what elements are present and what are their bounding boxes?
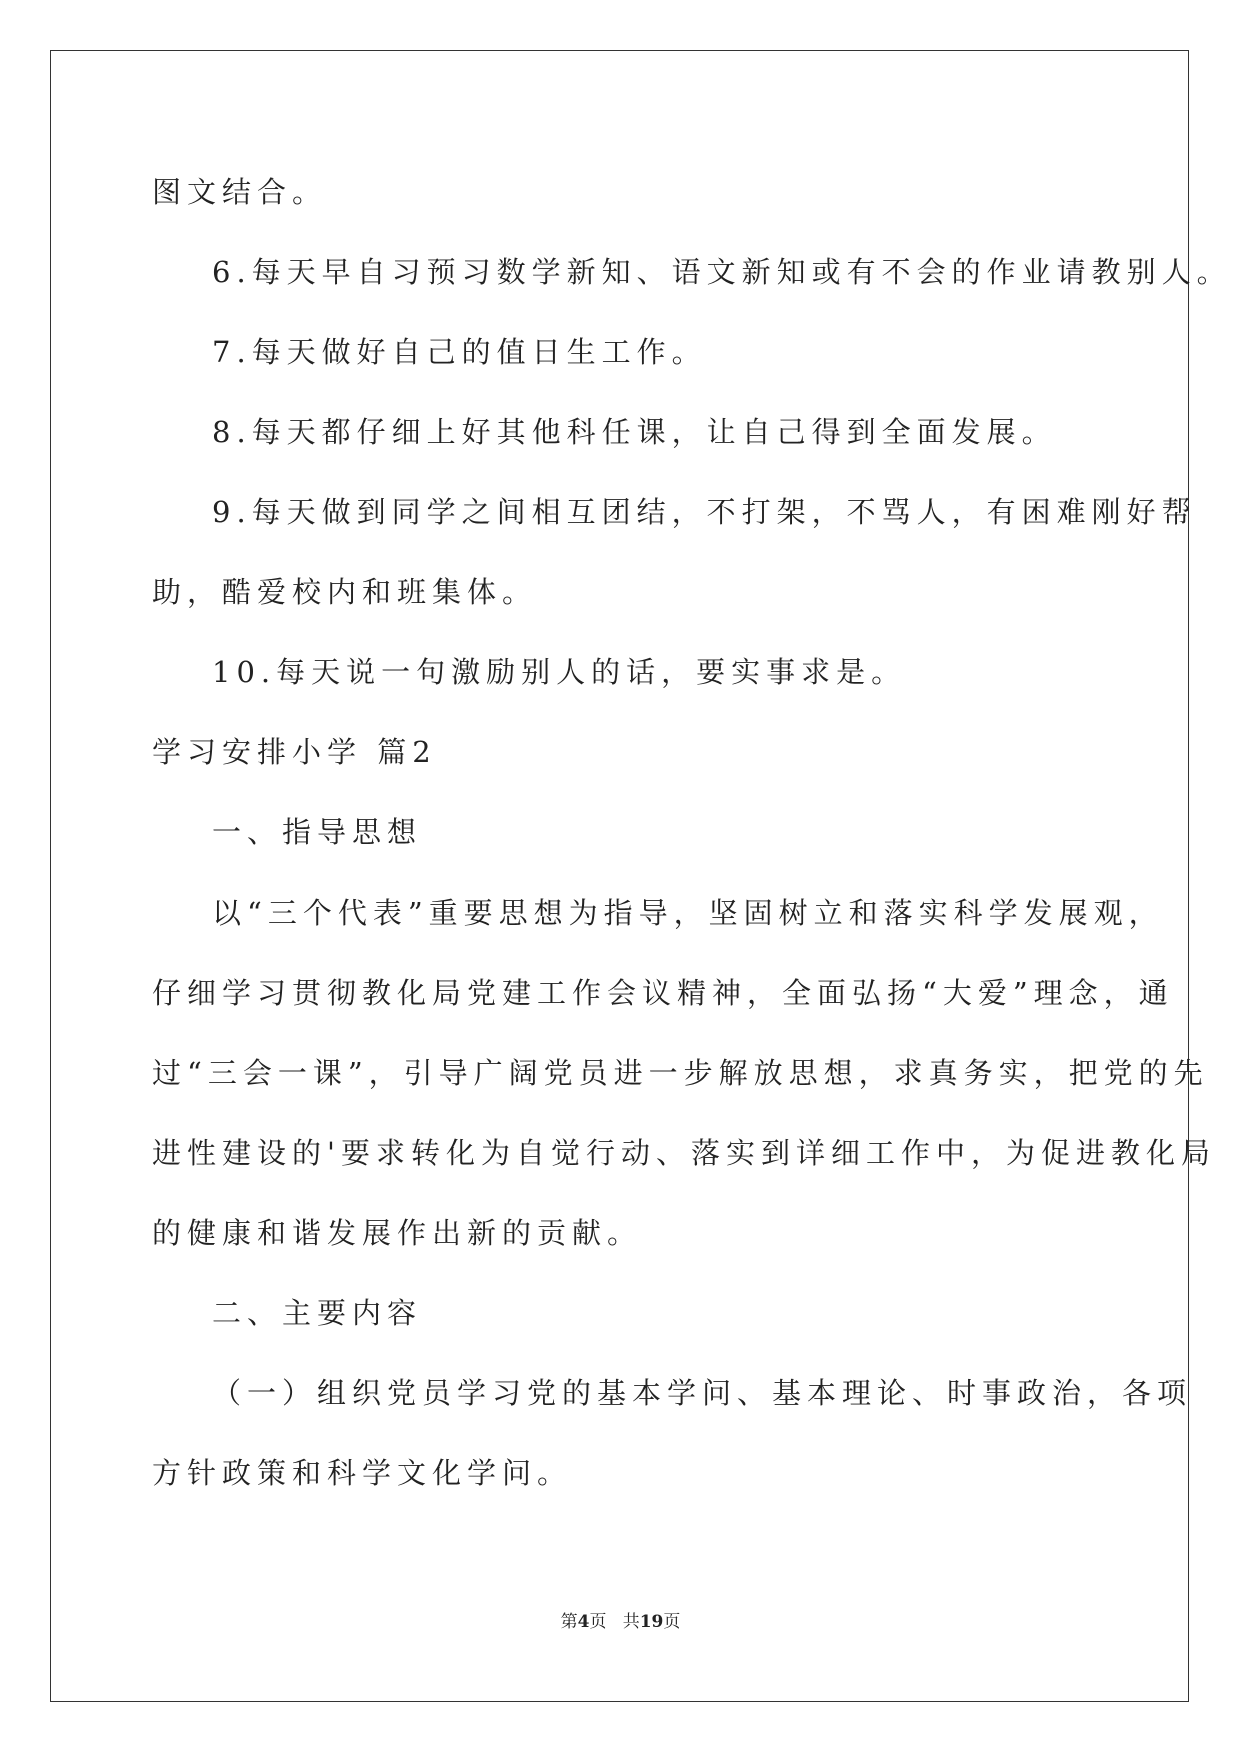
section-heading: 学习安排小学 篇2 bbox=[152, 735, 437, 769]
list-item-9-continuation: 助，酷爱校内和班集体。 bbox=[152, 575, 538, 609]
paragraph-line: 进性建设的'要求转化为自觉行动、落实到详细工作中，为促进教化局 bbox=[152, 1136, 1216, 1170]
paragraph-line: 过“三会一课”，引导广阔党员进一步解放思想，求真务实，把党的先 bbox=[152, 1056, 1209, 1090]
paragraph-line: 的健康和谐发展作出新的贡献。 bbox=[152, 1216, 643, 1250]
footer-total-prefix: 共 bbox=[622, 1612, 640, 1632]
text-line-continuation: 图文结合。 bbox=[152, 175, 328, 209]
list-item-7: 7.每天做好自己的值日生工作。 bbox=[212, 335, 707, 369]
paragraph-line: （一）组织党员学习党的基本学问、基本理论、时事政治，各项 bbox=[212, 1376, 1193, 1410]
footer-total-suffix: 页 bbox=[663, 1612, 681, 1632]
paragraph-line: 方针政策和科学文化学问。 bbox=[152, 1456, 573, 1490]
current-page-number: 4 bbox=[577, 1612, 590, 1632]
subheading-guiding-thought: 一、指导思想 bbox=[212, 815, 423, 849]
total-page-count: 19 bbox=[639, 1612, 664, 1632]
paragraph-line: 以“三个代表”重要思想为指导，坚固树立和落实科学发展观， bbox=[212, 896, 1164, 930]
footer-prefix: 第 bbox=[560, 1612, 578, 1632]
subheading-main-content: 二、主要内容 bbox=[212, 1296, 423, 1330]
list-item-6: 6.每天早自习预习数学新知、语文新知或有不会的作业请教别人。 bbox=[212, 255, 1232, 289]
footer-page-suffix: 页 bbox=[589, 1612, 607, 1632]
page-number-footer bbox=[0, 1610, 1241, 1634]
paragraph-line: 仔细学习贯彻教化局党建工作会议精神，全面弘扬“大爱”理念，通 bbox=[152, 976, 1174, 1010]
list-item-9: 9.每天做到同学之间相互团结，不打架，不骂人，有困难刚好帮 bbox=[212, 495, 1197, 529]
list-item-8: 8.每天都仔细上好其他科任课，让自己得到全面发展。 bbox=[212, 415, 1057, 449]
list-item-10: 10.每天说一句激励别人的话，要实事求是。 bbox=[212, 655, 907, 689]
